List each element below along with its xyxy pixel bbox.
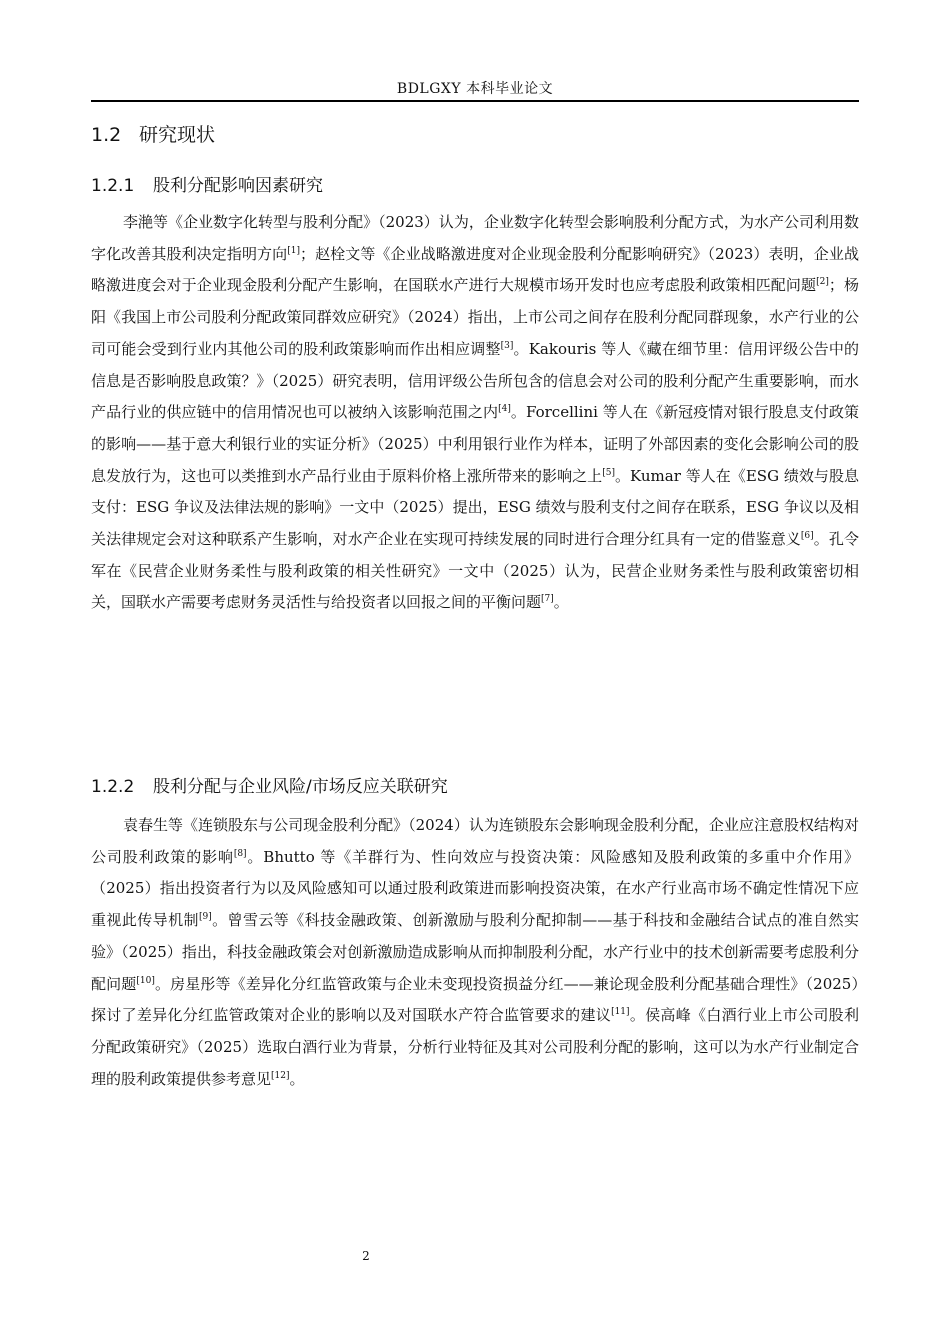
section-title: 研究现状 [139,124,216,146]
citation-ref: [9] [198,912,212,923]
citation-ref: [3] [500,340,514,351]
citation-ref: [2] [816,277,829,288]
citation-ref: [5] [602,467,615,478]
citation-ref: [7] [541,594,554,605]
text-run: 。Bhutto 等《羊群行为、性向效应与投资决策：风险感知及股利政策的多重中介作用》（2025）指出投资者行为以及风险感知可以通过股利政策进而影响投资决策，在水产行业高市场不确定性情况下应重视此传导机制 [91,847,859,930]
subsection-number: 1.2.2 [91,777,135,797]
text-run: 。孔令军在《民营企业财务柔性与股利政策的相关性研究》一文中（2025）认为，民营企业财务柔性与股利政策密切相关，国联水产需要考虑财务灵活性与给投资者以回报之间的平衡问题 [91,530,859,612]
page-number: 2 [362,1249,370,1263]
subsection-title: 股利分配与企业风险/市场反应关联研究 [153,777,448,797]
citation-ref: [8] [233,848,247,859]
text-run: 。曾雪云等《科技金融政策、创新激励与股利分配抑制——基于科技和金融结合试点的准自然实验》（2025）指出，科技金融政策会对创新激励造成影响从而抑制股利分配，水产行业中的技术创新需要考虑股利分配问题 [91,911,859,993]
text-run: 。Forcellini 等人在《新冠疫情对银行股息支付政策的影响——基于意大利银行业的实证分析》（2025）中利用银行业作为样本，证明了外部因素的变化会影响公司的股息发放行为，这也可以类推到水产品行业由于原料价格上涨所带来的影响之上 [91,403,859,485]
text-run: 。Kumar 等人在《ESG 绩效与股息支付：ESG 争议及法律法规的影响》一文中（2025）提出，ESG 绩效与股利支付之间存在联系，ESG 争议以及相关法律规定会对这种联系产生影响，对水产企业在实现可持续发展的同时进行合理分红具有一定的借鉴意义 [91,466,859,549]
citation-ref: [12] [271,1070,290,1081]
citation-ref: [10] [136,975,155,986]
citation-ref: [4] [498,404,511,415]
subsection-title: 股利分配影响因素研究 [153,176,323,196]
paragraph-2 [91,810,859,1095]
section-heading [91,120,215,147]
subsection-heading-1 [91,171,323,196]
subsection-number: 1.2.1 [91,176,135,196]
citation-ref: [6] [800,531,814,542]
citation-ref: [11] [611,1007,630,1018]
paragraph-1 [91,207,859,619]
text-run: 。房星彤等《差异化分红监管政策与企业未变现投资损益分红——兼论现金股利分配基础合理性》（2025）探讨了差异化分红监管政策对企业的影响以及对国联水产符合监管要求的建议 [91,974,859,1025]
text-run: 。Kakouris 等人《藏在细节里：信用评级公告中的信息是否影响股息政策？》（2025）研究表明，信用评级公告所包含的信息会对公司的股利分配产生重要影响，而水产品行业的供应链中的信用情况也可以被纳入该影响范围之内 [91,339,859,422]
running-header: BDLGXY 本科毕业论文 [396,81,554,97]
text-run: 李滟等《企业数字化转型与股利分配》（2023）认为，企业数字化转型会影响股利分配方式，为水产公司利用数字化改善其股利决定指明方向 [91,213,859,263]
text-run: ；杨阳《我国上市公司股利分配政策同群效应研究》（2024）指出，上市公司之间存在股利分配同群现象，水产行业的公司可能会受到行业内其他公司的股利政策影响而作出相应调整 [91,276,859,358]
subsection-heading-2 [91,772,448,797]
header-rule [91,100,859,102]
text-run: 。 [553,593,569,612]
section-number: 1.2 [91,124,122,146]
text-run: 。侯高峰《白酒行业上市公司股利分配政策研究》（2025）选取白酒行业为背景，分析行业特征及其对公司股利分配的影响，这可以为水产行业制定合理的股利政策提供参考意见 [91,1006,859,1088]
text-run: 袁春生等《连锁股东与公司现金股利分配》（2024）认为连锁股东会影响现金股利分配，企业应注意股权结构对公司股利政策的影响 [91,816,859,866]
text-run: ；赵栓文等《企业战略激进度对企业现金股利分配影响研究》（2023）表明，企业战略激进度会对于企业现金股利分配产生影响，在国联水产进行大规模市场开发时也应考虑股利政策相匹配问题 [91,244,859,295]
text-run: 。 [289,1069,305,1088]
citation-ref: [1] [287,245,300,256]
